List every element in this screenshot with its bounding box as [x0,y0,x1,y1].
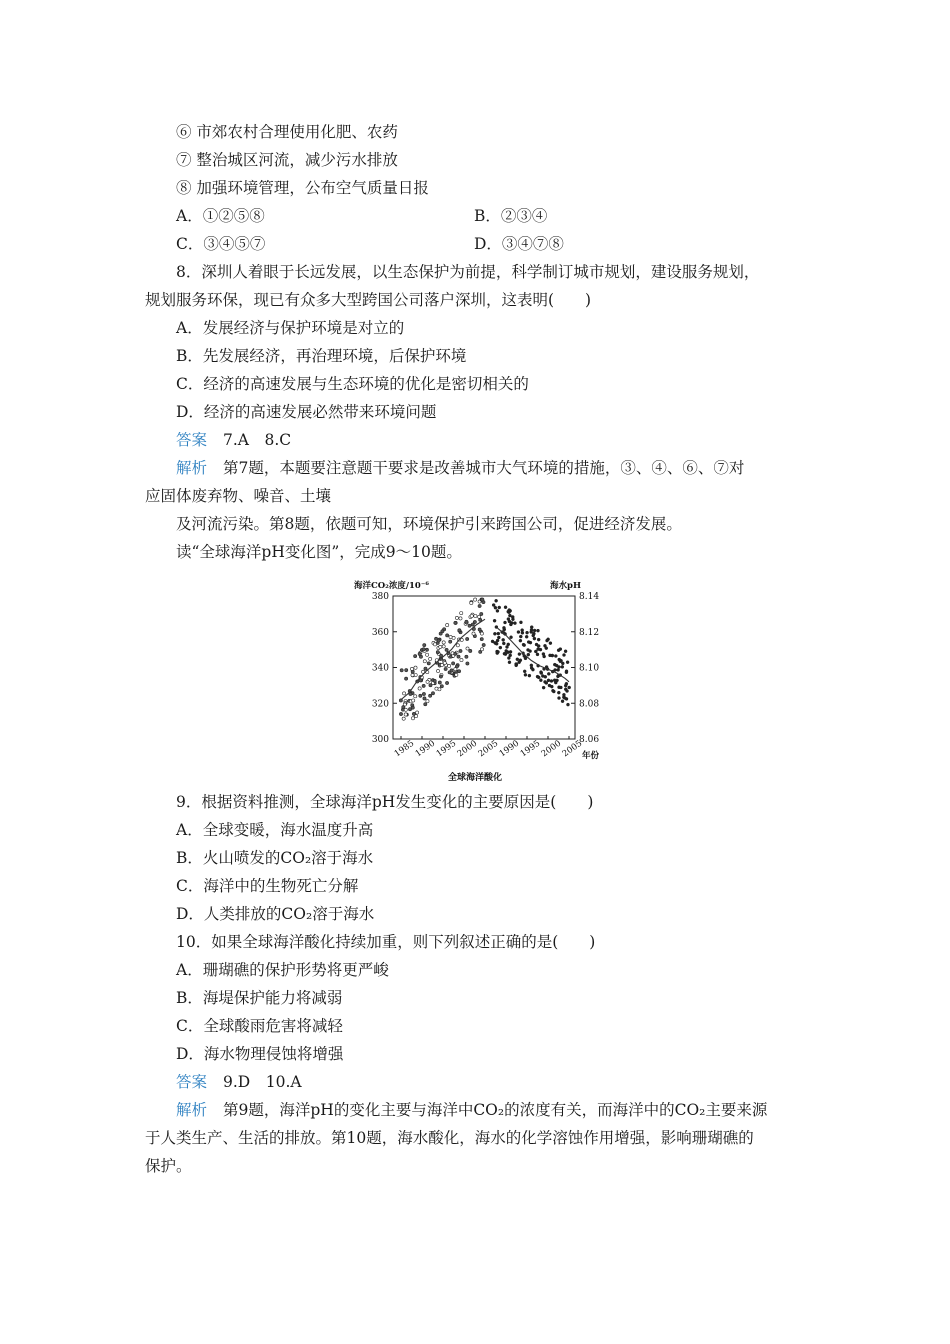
ph-data-point [497,650,500,653]
co2-data-point [404,708,407,711]
co2-data-point [439,675,442,678]
co2-data-point [452,636,455,639]
co2-data-point [452,662,455,665]
answer-text: 7.A 8.C [223,431,292,449]
ph-data-point [543,644,546,647]
answer-text: 9.D 10.A [223,1073,302,1091]
co2-data-point [454,668,457,671]
co2-data-point [480,648,483,651]
co2-data-point [423,697,426,700]
ph-data-point [510,636,513,639]
ph-data-point [507,618,510,621]
q8-stem-line1: 8．深圳人着眼于长远发展，以生态保护为前提，科学制订城市规划，建设服务规划， [176,263,760,281]
ph-data-point [495,599,498,602]
ph-data-point [497,636,500,639]
co2-data-point [414,695,417,698]
co2-data-point [431,692,434,695]
co2-data-point [414,655,417,658]
co2-data-point [433,643,436,646]
x-axis-tick-label: 2005 [560,738,585,760]
co2-data-point [466,662,469,665]
co2-data-point [414,666,417,669]
ph-data-point [522,643,525,646]
ph-data-point [506,645,509,648]
x-axis-tick-label: 2005 [476,738,501,760]
co2-data-point [474,614,477,617]
co2-data-point [471,623,474,626]
ph-data-point [519,659,522,662]
co2-data-point [404,713,407,716]
co2-data-point [436,651,439,654]
q7-option-d: D．③④⑦⑧ [474,235,564,253]
ph-data-point [558,697,561,700]
co2-data-point [405,677,408,680]
ph-data-point [502,638,505,641]
ph-data-point [495,642,498,645]
co2-data-point [458,629,461,632]
q9-option-a: A．全球变暖，海水温度升高 [176,821,374,839]
ph-data-point [536,653,539,656]
co2-data-point [457,670,460,673]
x-axis-tick-label: 1990 [497,738,522,760]
co2-data-point [434,637,437,640]
analysis-2-line2: 于人类生产、生活的排放。第10题，海水酸化，海水的化学溶蚀作用增强，影响珊瑚礁的 [145,1129,754,1147]
co2-data-point [478,615,481,618]
co2-data-point [465,620,468,623]
co2-data-point [444,667,447,670]
ph-data-point [559,686,562,689]
ph-data-point [513,622,516,625]
co2-data-point [478,628,481,631]
answer-label: 答案 [176,1073,208,1091]
co2-data-point [441,630,444,633]
ph-data-point [528,674,531,677]
ph-data-point [530,630,533,633]
ph-data-point [496,609,499,612]
ph-data-point [524,673,527,676]
co2-data-point [460,658,463,661]
co2-data-point [405,669,408,672]
x-axis-tick-label: 2000 [539,738,564,760]
ph-data-point [561,700,564,703]
left-axis-tick-label: 380 [371,592,389,602]
ph-data-point [566,703,569,706]
ph-data-point [537,638,540,641]
co2-data-point [466,647,469,650]
ph-data-point [533,629,536,632]
q9-stem: 9．根据资料推测，全球海洋pH发生变化的主要原因是( ) [176,793,594,811]
ph-data-point [507,657,510,660]
co2-data-point [470,614,473,617]
co2-data-point [460,612,463,615]
right-axis-tick-label: 8.08 [579,699,600,710]
ph-data-point [555,664,558,667]
co2-data-point [402,717,405,720]
ph-data-point [511,615,514,618]
co2-data-point [438,681,441,684]
ph-data-point [518,653,521,656]
ph-data-point [519,635,522,638]
ph-data-point [516,658,519,661]
left-axis-tick-label: 340 [371,663,389,674]
co2-data-point [481,598,484,601]
ph-data-point [504,621,507,624]
chart-right-axis-title: 海水pH [550,581,581,591]
ph-data-point [561,665,564,668]
q10-option-b: B．海堤保护能力将减弱 [176,989,343,1007]
co2-data-point [482,643,485,646]
ph-data-point [550,679,553,682]
co2-data-point [469,649,472,652]
co2-data-point [442,645,445,648]
co2-data-point [439,645,442,648]
ph-data-point [565,697,568,700]
answer-1 [176,430,291,450]
ph-data-point [493,619,496,622]
co2-data-point [418,687,421,690]
co2-data-point [422,692,425,695]
left-axis-tick-label: 320 [371,699,389,710]
co2-data-point [408,708,411,711]
ph-data-point [508,614,511,617]
co2-data-point [442,641,445,644]
right-axis-tick-label: 8.06 [579,735,600,745]
q10-stem: 10．如果全球海洋酸化持续加重，则下列叙述正确的是( ) [176,933,596,951]
ph-data-point [536,675,539,678]
ph-data-point [529,650,532,653]
co2-data-point [446,623,449,626]
ph-data-point [493,632,496,635]
item-8: ⑧ 加强环境管理，公布空气质量日报 [176,179,429,197]
ph-data-point [508,661,511,664]
analysis-1-line1 [176,458,744,478]
chart-title: 全球海洋酸化 [448,773,503,783]
co2-data-point [459,617,462,620]
co2-data-point [399,712,402,715]
ph-data-point [523,670,526,673]
co2-data-point [445,648,448,651]
co2-data-point [418,652,421,655]
ph-data-point [504,606,507,609]
co2-data-point [429,694,432,697]
analysis-label: 解析 [176,1101,208,1119]
q8-option-d: D．经济的高速发展必然带来环境问题 [176,403,437,421]
ph-data-point [559,660,562,663]
co2-data-point [454,652,457,655]
ph-data-point [521,631,524,634]
ph-data-point [531,668,534,671]
co2-data-point [411,673,414,676]
co2-data-point [474,598,477,601]
co2-data-point [427,662,430,665]
co2-data-point [424,667,427,670]
co2-data-point [419,679,422,682]
co2-data-point [422,684,425,687]
ph-data-point [543,655,546,658]
ph-data-point [539,671,542,674]
ph-data-point [502,642,505,645]
co2-data-point [459,649,462,652]
ph-data-point [549,642,552,645]
ph-data-point [532,632,535,635]
ph-data-point [504,653,507,656]
co2-data-point [426,700,429,703]
ph-data-point [499,646,502,649]
x-axis-tick-label: 1995 [518,738,543,760]
ph-data-point [542,686,545,689]
co2-data-point [447,664,450,667]
ph-data-point [533,637,536,640]
analysis-1-line2: 应固体废弃物、噪音、土壤 [145,487,332,505]
co2-data-point [402,692,405,695]
ph-data-point [535,643,538,646]
co2-data-point [445,681,448,684]
x-axis-tick-label: 1985 [392,738,417,760]
ph-data-point [565,670,568,673]
ph-data-point [551,689,554,692]
ph-data-point [527,653,530,656]
q8-option-a: A．发展经济与保护环境是对立的 [176,319,405,337]
co2-data-point [414,715,417,718]
q8-option-c: C．经济的高速发展与生态环境的优化是密切相关的 [176,375,529,393]
analysis-text: 第7题，本题要注意题干要求是改善城市大气环境的措施，③、④、⑥、⑦对 [223,459,745,477]
q8-option-b: B．先发展经济，再治理环境，后保护环境 [176,347,467,365]
ph-data-point [557,668,560,671]
q9-option-d: D．人类排放的CO₂溶于海水 [176,905,375,923]
ph-data-point [491,640,494,643]
q7-option-a: A．①②⑤⑧ [176,207,265,225]
q9-option-c: C．海洋中的生物死亡分解 [176,877,359,895]
ph-data-point [562,696,565,699]
ph-data-point [517,631,520,634]
co2-data-point [455,616,458,619]
co2-data-point [480,638,483,641]
ph-data-point [565,682,568,685]
co2-data-point [411,717,414,720]
co2-data-point [440,685,443,688]
ph-data-point [525,635,528,638]
item-6: ⑥ 市郊农村合理使用化肥、农药 [176,123,398,141]
item-7: ⑦ 整治城区河流，减少污水排放 [176,151,398,169]
ph-data-point [556,679,559,682]
q10-option-c: C．全球酸雨危害将减轻 [176,1017,343,1035]
co2-data-point [478,604,481,607]
co2-data-point [456,644,459,647]
co2-data-point [468,624,471,627]
co2-data-point [465,655,468,658]
ph-data-point [526,631,529,634]
co2-data-point [429,657,432,660]
ph-data-point [539,679,542,682]
ph-data-point [566,661,569,664]
co2-data-point [416,711,419,714]
ph-data-point [564,650,567,653]
co2-data-point [450,669,453,672]
q10-option-d: D．海水物理侵蚀将增强 [176,1045,344,1063]
right-axis-tick-label: 8.10 [579,663,600,674]
co2-data-point [480,612,483,615]
ph-data-point [544,680,547,683]
q10-option-a: A．珊瑚礁的保护形势将更严峻 [176,961,389,979]
ph-data-point [547,679,550,682]
ph-data-point [561,662,564,665]
analysis-label: 解析 [176,459,208,477]
analysis-2-line3: 保护。 [145,1157,192,1175]
co2-data-point [402,706,405,709]
ph-data-point [551,654,554,657]
co2-data-point [410,667,413,670]
analysis-1-line3: 及河流污染。第8题，依题可知，环境保护引来跨国公司，促进经济发展。 [176,515,682,533]
left-axis-tick-label: 360 [371,627,389,638]
co2-data-point [455,673,458,676]
ph-data-point [498,606,501,609]
co2-data-point [440,663,443,666]
ph-data-point [568,686,571,689]
left-axis-tick-label: 300 [371,735,389,745]
ph-data-point [496,639,499,642]
ph-data-point [547,638,550,641]
q7-option-b: B．②③④ [474,207,548,225]
co2-data-point [419,694,422,697]
q7-option-c: C．③④⑤⑦ [176,235,266,253]
co2-data-point [472,632,475,635]
ph-data-point [554,655,557,658]
co2-data-point [454,621,457,624]
ph-data-point [530,664,533,667]
co2-data-point [426,680,429,683]
co2-data-point [470,601,473,604]
ph-data-point [515,663,518,666]
x-axis-tick-label: 1995 [434,738,459,760]
x-axis-tick-label: 1990 [413,738,438,760]
co2-data-point [426,653,429,656]
ph-data-point [566,690,569,693]
co2-data-point [480,632,483,635]
ph-data-point [503,628,506,631]
q9-option-b: B．火山喷发的CO₂溶于海水 [176,849,374,867]
chart-left-axis-title: 海洋CO₂浓度/10⁻⁶ [354,581,430,591]
co2-data-point [449,635,452,638]
ph-data-point [557,649,560,652]
co2-data-point [449,640,452,643]
x-axis-tick-label: 2000 [455,738,480,760]
ph-data-point [494,606,497,609]
ph-data-point [539,648,542,651]
co2-data-point [466,637,469,640]
ph-data-point [519,639,522,642]
co2-data-point [423,644,426,647]
answer-2 [176,1072,302,1092]
co2-data-point [433,679,436,682]
ph-data-point [495,626,498,629]
co2-data-point [424,703,427,706]
co2-data-point [457,655,460,658]
right-axis-tick-label: 8.12 [579,627,600,638]
ph-data-point [519,621,522,624]
co2-data-point [412,699,415,702]
ph-data-point [508,609,511,612]
co2-data-point [435,687,438,690]
co2-data-point [423,660,426,663]
right-axis-tick-label: 8.14 [579,592,600,602]
q8-stem-line2: 规划服务环保，现已有众多大型跨国公司落户深圳，这表明( ) [145,291,592,309]
ph-data-point [497,632,500,635]
co2-data-point [436,669,439,672]
ph-data-point [563,654,566,657]
analysis-2-line1 [176,1100,767,1120]
ph-data-point [550,685,553,688]
co2-data-point [446,634,449,637]
ocean-ph-chart [352,576,602,786]
ph-data-point [529,641,532,644]
ph-data-point [544,675,547,678]
chart-x-axis-title: 年份 [582,751,600,761]
answer-label: 答案 [176,431,208,449]
chart-intro: 读“全球海洋pH变化图”，完成9～10题。 [176,543,462,561]
analysis-text: 第9题，海洋pH的变化主要与海洋中CO₂的浓度有关，而海洋中的CO₂主要来源 [223,1101,768,1119]
ph-data-point [536,629,539,632]
co2-data-point [400,669,403,672]
co2-data-point [429,684,432,687]
ph-data-point [557,691,560,694]
ph-data-point [547,672,550,675]
co2-data-point [422,648,425,651]
